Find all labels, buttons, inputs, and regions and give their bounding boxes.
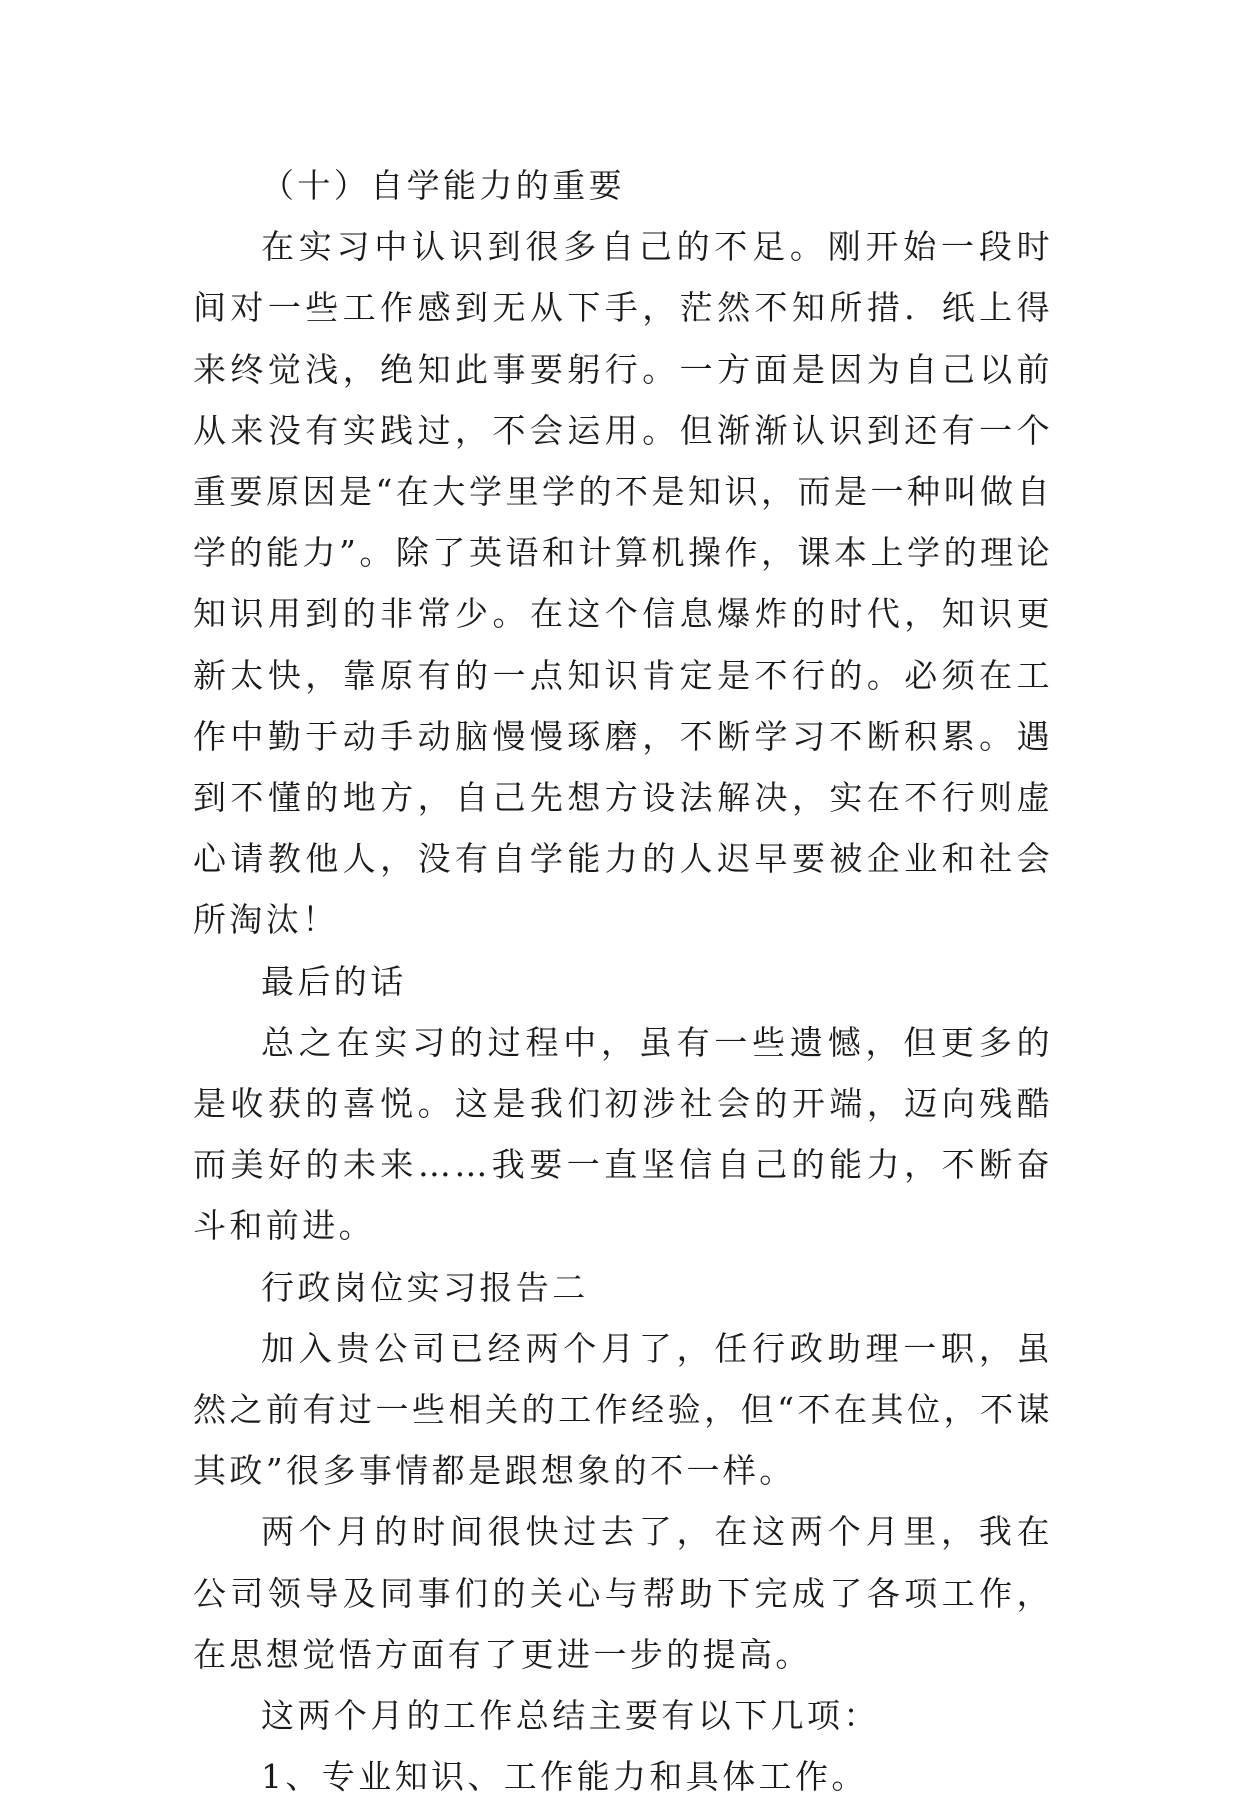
paragraph-self-study: 在实习中认识到很多自己的不足。刚开始一段时间对一些工作感到无从下手，茫然不知所措．纸上得来终觉浅，绝知此事要躬行。一方面是因为自己以前从来没有实践过，不会运用。但渐渐认识到还有一个重要原因是“在大学里学的不是知识，而是一种叫做自学的能力”。除了英语和计算机操作，课本上学的理论知识用到的非常少。在这个信息爆炸的时代，知识更新太快，靠原有的一点知识肯定是不行的。必须在工作中勤于动手动脑慢慢琢磨，不断学习不断积累。遇到不懂的地方，自己先想方设法解决，实在不行则虚心请教他人，没有自学能力的人迟早要被企业和社会所淘汰！	[193, 227, 1053, 940]
document-body	[193, 155, 1053, 1807]
section-heading-self-study: （十）自学能力的重要	[261, 166, 625, 205]
paragraph-summary-intro: 这两个月的工作总结主要有以下几项：	[261, 1696, 880, 1736]
paragraph-final-words: 总之在实习的过程中，虽有一些遗憾，但更多的是收获的喜悦。这是我们初涉社会的开端，迈向残酷而美好的未来……我要一直坚信自己的能力，不断奋斗和前进。	[193, 1022, 1053, 1246]
list-item-1: 1、专业知识、工作能力和具体工作。	[261, 1757, 868, 1797]
report-two-title: 行政岗位实习报告二	[261, 1267, 589, 1307]
paragraph-joining-company: 加入贵公司已经两个月了，任行政助理一职，虽然之前有过一些相关的工作经验，但“不在其位，不谋其政”很多事情都是跟想象的不一样。	[193, 1328, 1053, 1491]
section-heading-final-words: 最后的话	[261, 961, 407, 1001]
paragraph-two-months: 两个月的时间很快过去了，在这两个月里，我在公司领导及同事们的关心与帮助下完成了各项工作，在思想觉悟方面有了更进一步的提高。	[193, 1512, 1053, 1674]
